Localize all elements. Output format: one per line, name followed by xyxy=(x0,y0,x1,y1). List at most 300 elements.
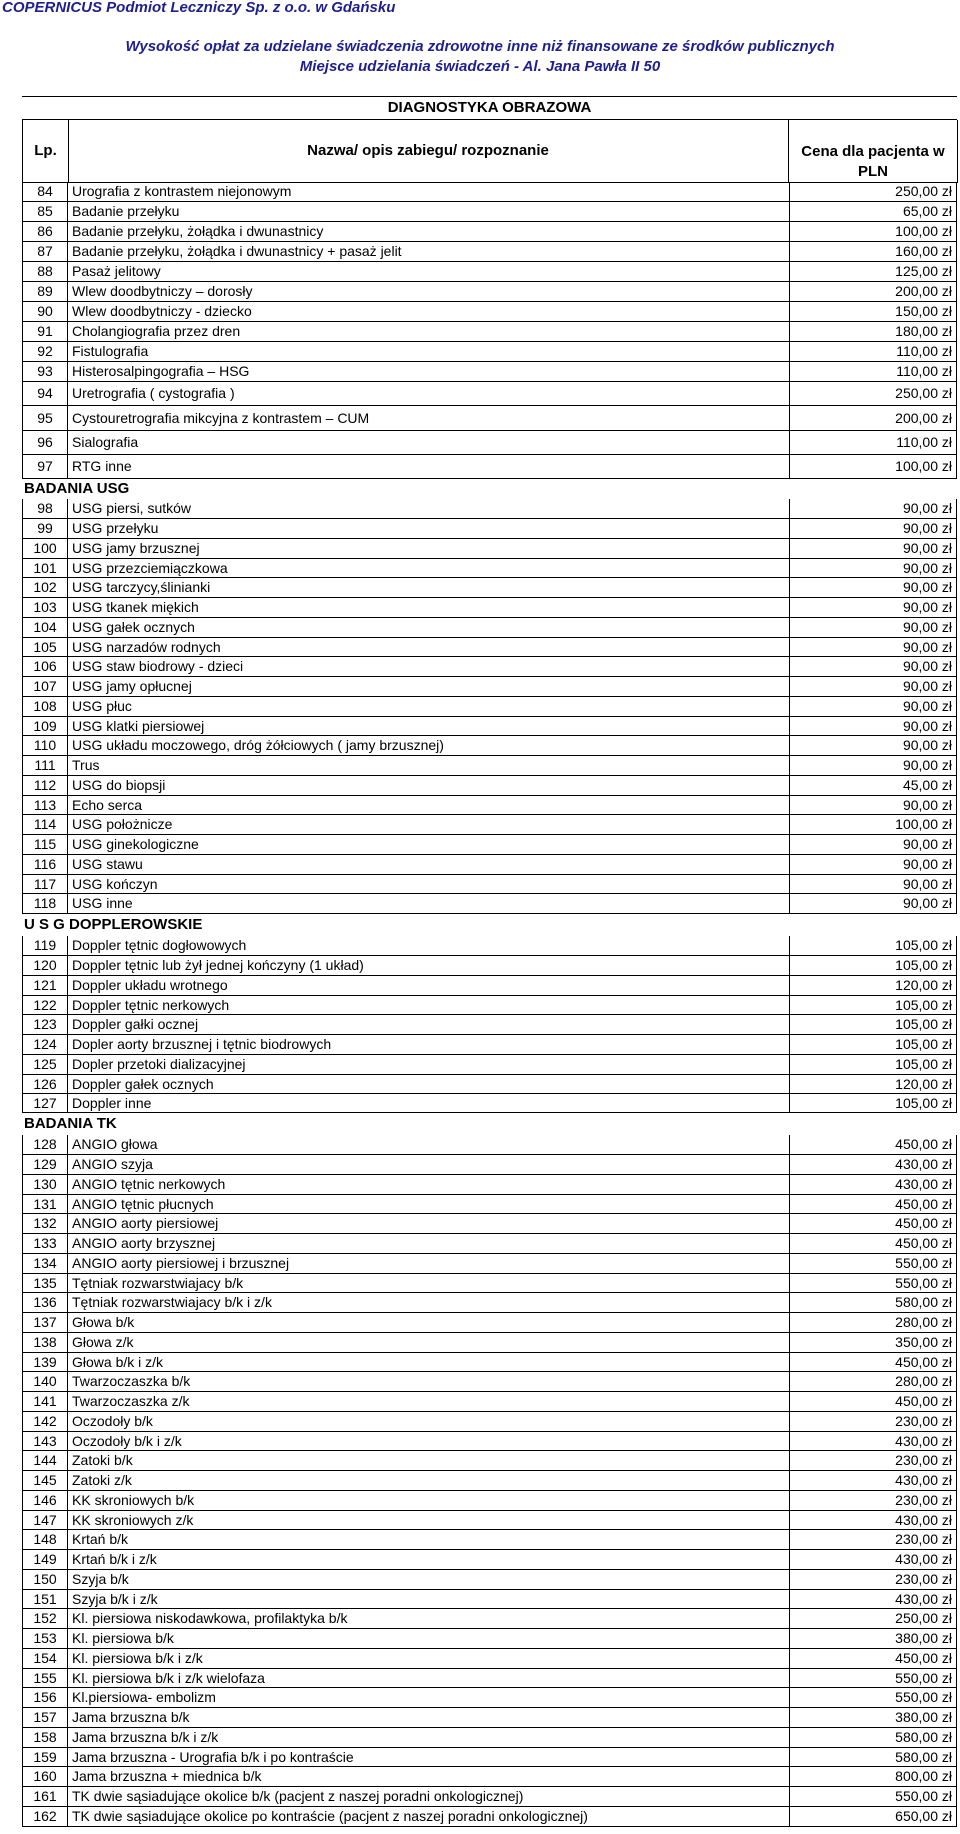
procedure-name: Jama brzuszna b/k i z/k xyxy=(68,1728,789,1748)
row-number: 114 xyxy=(22,815,68,835)
row-number: 159 xyxy=(22,1748,68,1767)
procedure-name: USG przezciemiączkowa xyxy=(68,559,789,578)
procedure-name: USG gałek ocznych xyxy=(68,618,789,638)
section-heading xyxy=(0,914,960,936)
price-value: 100,00 zł xyxy=(789,222,957,242)
column-header-lp: Lp. xyxy=(22,120,69,183)
procedure-name: Wlew doodbytniczy - dziecko xyxy=(68,302,789,322)
price-value: 450,00 zł xyxy=(789,1135,957,1155)
procedure-name: USG kończyn xyxy=(68,875,789,894)
price-value: 550,00 zł xyxy=(789,1274,957,1293)
procedure-name: ANGIO aorty piersiowej i brzusznej xyxy=(68,1254,789,1274)
price-value: 380,00 zł xyxy=(789,1629,957,1649)
table-row xyxy=(0,1015,960,1035)
procedure-name: Krtań b/k xyxy=(68,1530,789,1550)
price-value: 230,00 zł xyxy=(789,1491,957,1511)
table-row xyxy=(0,499,960,519)
document-subtitle: Wysokość opłat za udzielane świadczenia zdrowotne inne niż finansowane ze środków publicznych xyxy=(125,38,835,55)
row-number: 90 xyxy=(22,302,68,322)
procedure-name: ANGIO aorty brzysznej xyxy=(68,1234,789,1254)
table-row xyxy=(0,598,960,618)
procedure-name: Dopler aorty brzusznej i tętnic biodrowych xyxy=(68,1035,789,1055)
section-title: DIAGNOSTYKA OBRAZOWA xyxy=(22,96,957,120)
procedure-name: Sialografia xyxy=(68,431,789,455)
procedure-name: RTG inne xyxy=(68,455,789,479)
price-table xyxy=(0,182,960,1827)
section-heading-label: BADANIA USG xyxy=(24,480,130,497)
row-number: 127 xyxy=(22,1094,68,1113)
table-row xyxy=(0,1392,960,1412)
price-value: 105,00 zł xyxy=(789,956,957,976)
row-number: 112 xyxy=(22,776,68,796)
table-row xyxy=(0,1451,960,1471)
table-row xyxy=(0,1035,960,1055)
section-heading xyxy=(0,479,960,499)
row-number: 149 xyxy=(22,1550,68,1570)
procedure-name: Tętniak rozwarstwiajacy b/k xyxy=(68,1274,789,1293)
price-value: 450,00 zł xyxy=(789,1234,957,1254)
table-row xyxy=(0,1708,960,1728)
procedure-name: Twarzoczaszka z/k xyxy=(68,1392,789,1412)
price-value: 380,00 zł xyxy=(789,1708,957,1728)
price-value: 280,00 zł xyxy=(789,1313,957,1333)
procedure-name: Doppler tętnic nerkowych xyxy=(68,996,789,1015)
price-value: 550,00 zł xyxy=(789,1669,957,1688)
table-row xyxy=(0,736,960,756)
table-row xyxy=(0,1432,960,1451)
price-value: 100,00 zł xyxy=(789,455,957,479)
price-value: 45,00 zł xyxy=(789,776,957,796)
table-row xyxy=(0,1372,960,1392)
procedure-name: Doppler tętnic lub żył jednej kończyny (1 układ) xyxy=(68,956,789,976)
row-number: 86 xyxy=(22,222,68,242)
procedure-name: Echo serca xyxy=(68,796,789,815)
table-row xyxy=(0,1195,960,1214)
procedure-name: Zatoki b/k xyxy=(68,1451,789,1471)
procedure-name: USG narzadów rodnych xyxy=(68,638,789,657)
row-number: 108 xyxy=(22,697,68,717)
procedure-name: ANGIO głowa xyxy=(68,1135,789,1155)
table-row xyxy=(0,638,960,657)
procedure-name: Zatoki z/k xyxy=(68,1471,789,1491)
procedure-name: Dopler przetoki dializacyjnej xyxy=(68,1055,789,1075)
procedure-name: Doppler gałki ocznej xyxy=(68,1015,789,1035)
row-number: 116 xyxy=(22,855,68,875)
price-value: 650,00 zł xyxy=(789,1807,957,1827)
table-row xyxy=(0,815,960,835)
column-header-name: Nazwa/ opis zabiegu/ rozpoznanie xyxy=(68,120,789,183)
price-value: 120,00 zł xyxy=(789,1075,957,1094)
row-number: 154 xyxy=(22,1649,68,1669)
procedure-name: USG tkanek miękich xyxy=(68,598,789,618)
column-header-price-line1: Cena dla pacjenta w xyxy=(801,143,945,160)
table-row xyxy=(0,262,960,282)
price-value: 350,00 zł xyxy=(789,1333,957,1353)
price-value: 150,00 zł xyxy=(789,302,957,322)
company-name: COPERNICUS Podmiot Leczniczy Sp. z o.o. w Gdańsku xyxy=(2,0,396,16)
procedure-name: Doppler układu wrotnego xyxy=(68,976,789,996)
row-number: 119 xyxy=(22,936,68,956)
price-value: 105,00 zł xyxy=(789,1035,957,1055)
row-number: 106 xyxy=(22,657,68,677)
row-number: 124 xyxy=(22,1035,68,1055)
price-value: 580,00 zł xyxy=(789,1728,957,1748)
procedure-name: Uretrografia ( cystografia ) xyxy=(68,382,789,406)
row-number: 134 xyxy=(22,1254,68,1274)
table-row xyxy=(0,1590,960,1609)
procedure-name: Głowa z/k xyxy=(68,1333,789,1353)
table-row xyxy=(0,1412,960,1432)
row-number: 151 xyxy=(22,1590,68,1609)
price-value: 90,00 zł xyxy=(789,677,957,697)
procedure-name: USG stawu xyxy=(68,855,789,875)
section-heading-label: U S G DOPPLEROWSKIE xyxy=(24,916,203,933)
row-number: 133 xyxy=(22,1234,68,1254)
procedure-name: Kl.piersiowa- embolizm xyxy=(68,1688,789,1708)
price-value: 430,00 zł xyxy=(789,1471,957,1491)
price-value: 430,00 zł xyxy=(789,1550,957,1570)
price-value: 550,00 zł xyxy=(789,1787,957,1807)
row-number: 107 xyxy=(22,677,68,697)
table-row xyxy=(0,1728,960,1748)
price-value: 105,00 zł xyxy=(789,1094,957,1113)
table-row xyxy=(0,1155,960,1175)
table-row xyxy=(0,1175,960,1195)
row-number: 93 xyxy=(22,362,68,382)
price-value: 230,00 zł xyxy=(789,1412,957,1432)
procedure-name: Szyja b/k xyxy=(68,1570,789,1590)
procedure-name: ANGIO tętnic płucnych xyxy=(68,1195,789,1214)
procedure-name: Kl. piersiowa b/k xyxy=(68,1629,789,1649)
row-number: 126 xyxy=(22,1075,68,1094)
procedure-name: USG płuc xyxy=(68,697,789,717)
procedure-name: Wlew doodbytniczy – dorosły xyxy=(68,282,789,302)
procedure-name: Jama brzuszna - Urografia b/k i po kontraście xyxy=(68,1748,789,1767)
price-value: 430,00 zł xyxy=(789,1175,957,1195)
table-row xyxy=(0,1234,960,1254)
table-row xyxy=(0,202,960,222)
table-row xyxy=(0,1748,960,1767)
row-number: 141 xyxy=(22,1392,68,1412)
row-number: 109 xyxy=(22,717,68,736)
procedure-name: Szyja b/k i z/k xyxy=(68,1590,789,1609)
price-value: 90,00 zł xyxy=(789,559,957,578)
table-row xyxy=(0,1570,960,1590)
price-value: 430,00 zł xyxy=(789,1511,957,1530)
table-row xyxy=(0,382,960,406)
table-row xyxy=(0,519,960,539)
price-value: 110,00 zł xyxy=(789,342,957,362)
row-number: 140 xyxy=(22,1372,68,1392)
procedure-name: USG piersi, sutków xyxy=(68,499,789,519)
price-value: 550,00 zł xyxy=(789,1688,957,1708)
procedure-name: KK skroniowych z/k xyxy=(68,1511,789,1530)
row-number: 125 xyxy=(22,1055,68,1075)
price-value: 430,00 zł xyxy=(789,1590,957,1609)
procedure-name: ANGIO aorty piersiowej xyxy=(68,1214,789,1234)
row-number: 118 xyxy=(22,894,68,914)
row-number: 155 xyxy=(22,1669,68,1688)
price-value: 120,00 zł xyxy=(789,976,957,996)
row-number: 150 xyxy=(22,1570,68,1590)
price-value: 160,00 zł xyxy=(789,242,957,262)
table-row xyxy=(0,1609,960,1629)
table-row xyxy=(0,1807,960,1827)
table-row xyxy=(0,431,960,455)
table-row xyxy=(0,1214,960,1234)
table-row xyxy=(0,322,960,342)
row-number: 84 xyxy=(22,182,68,202)
procedure-name: Krtań b/k i z/k xyxy=(68,1550,789,1570)
row-number: 160 xyxy=(22,1767,68,1787)
row-number: 103 xyxy=(22,598,68,618)
procedure-name: Pasaż jelitowy xyxy=(68,262,789,282)
row-number: 120 xyxy=(22,956,68,976)
row-number: 89 xyxy=(22,282,68,302)
price-value: 580,00 zł xyxy=(789,1293,957,1313)
price-value: 250,00 zł xyxy=(789,1609,957,1629)
row-number: 147 xyxy=(22,1511,68,1530)
row-number: 142 xyxy=(22,1412,68,1432)
row-number: 110 xyxy=(22,736,68,756)
price-value: 430,00 zł xyxy=(789,1155,957,1175)
price-value: 800,00 zł xyxy=(789,1767,957,1787)
price-value: 230,00 zł xyxy=(789,1451,957,1471)
price-value: 90,00 zł xyxy=(789,697,957,717)
procedure-name: USG inne xyxy=(68,894,789,914)
procedure-name: TK dwie sąsiadujące okolice po kontraście (pacjent z naszej poradni onkologicznej) xyxy=(68,1807,789,1827)
row-number: 156 xyxy=(22,1688,68,1708)
table-row xyxy=(0,1075,960,1094)
procedure-name: ANGIO tętnic nerkowych xyxy=(68,1175,789,1195)
row-number: 88 xyxy=(22,262,68,282)
row-number: 129 xyxy=(22,1155,68,1175)
row-number: 145 xyxy=(22,1471,68,1491)
procedure-name: USG do biopsji xyxy=(68,776,789,796)
price-value: 450,00 zł xyxy=(789,1214,957,1234)
section-heading xyxy=(0,1113,960,1135)
row-number: 144 xyxy=(22,1451,68,1471)
procedure-name: TK dwie sąsiadujące okolice b/k (pacjent z naszej poradni onkologicznej) xyxy=(68,1787,789,1807)
table-row xyxy=(0,717,960,736)
table-row xyxy=(0,342,960,362)
row-number: 128 xyxy=(22,1135,68,1155)
row-number: 161 xyxy=(22,1787,68,1807)
price-value: 250,00 zł xyxy=(789,382,957,406)
table-row xyxy=(0,302,960,322)
price-value: 90,00 zł xyxy=(789,499,957,519)
price-value: 65,00 zł xyxy=(789,202,957,222)
table-row xyxy=(0,756,960,776)
table-row xyxy=(0,1353,960,1372)
price-value: 230,00 zł xyxy=(789,1530,957,1550)
price-value: 90,00 zł xyxy=(789,519,957,539)
row-number: 105 xyxy=(22,638,68,657)
price-value: 105,00 zł xyxy=(789,1015,957,1035)
row-number: 131 xyxy=(22,1195,68,1214)
row-number: 95 xyxy=(22,406,68,431)
price-value: 90,00 zł xyxy=(789,717,957,736)
row-number: 101 xyxy=(22,559,68,578)
price-value: 450,00 zł xyxy=(789,1392,957,1412)
row-number: 158 xyxy=(22,1728,68,1748)
table-row xyxy=(0,1313,960,1333)
price-value: 90,00 zł xyxy=(789,756,957,776)
table-row xyxy=(0,282,960,302)
price-value: 90,00 zł xyxy=(789,835,957,855)
price-value: 200,00 zł xyxy=(789,282,957,302)
price-value: 280,00 zł xyxy=(789,1372,957,1392)
table-row xyxy=(0,894,960,914)
table-row xyxy=(0,1254,960,1274)
table-row xyxy=(0,875,960,894)
table-row xyxy=(0,776,960,796)
procedure-name: Tętniak rozwarstwiajacy b/k i z/k xyxy=(68,1293,789,1313)
row-number: 117 xyxy=(22,875,68,894)
price-value: 90,00 zł xyxy=(789,638,957,657)
procedure-name: Histerosalpingografia – HSG xyxy=(68,362,789,382)
procedure-name: Badanie przełyku, żołądka i dwunastnicy xyxy=(68,222,789,242)
procedure-name: Cholangiografia przez dren xyxy=(68,322,789,342)
procedure-name: Głowa b/k i z/k xyxy=(68,1353,789,1372)
procedure-name: Doppler tętnic dogłowowych xyxy=(68,936,789,956)
table-row xyxy=(0,1787,960,1807)
procedure-name: Kl. piersiowa b/k i z/k wielofaza xyxy=(68,1669,789,1688)
procedure-name: Cystouretrografia mikcyjna z kontrastem – CUM xyxy=(68,406,789,431)
price-value: 90,00 zł xyxy=(789,796,957,815)
table-row xyxy=(0,1135,960,1155)
table-row xyxy=(0,936,960,956)
location-subtitle: Miejsce udzielania świadczeń - Al. Jana Pawła II 50 xyxy=(299,58,661,75)
procedure-name: KK skroniowych b/k xyxy=(68,1491,789,1511)
row-number: 130 xyxy=(22,1175,68,1195)
procedure-name: Doppler inne xyxy=(68,1094,789,1113)
table-row xyxy=(0,559,960,578)
price-value: 200,00 zł xyxy=(789,406,957,431)
table-row xyxy=(0,455,960,479)
table-row xyxy=(0,996,960,1015)
table-row xyxy=(0,1274,960,1293)
table-row xyxy=(0,182,960,202)
procedure-name: Oczodoły b/k i z/k xyxy=(68,1432,789,1451)
price-value: 90,00 zł xyxy=(789,657,957,677)
row-number: 115 xyxy=(22,835,68,855)
procedure-name: Kl. piersiowa niskodawkowa, profilaktyka b/k xyxy=(68,1609,789,1629)
row-number: 87 xyxy=(22,242,68,262)
price-value: 90,00 zł xyxy=(789,875,957,894)
table-row xyxy=(0,1491,960,1511)
price-value: 110,00 zł xyxy=(789,431,957,455)
price-value: 550,00 zł xyxy=(789,1254,957,1274)
row-number: 111 xyxy=(22,756,68,776)
procedure-name: USG ginekologiczne xyxy=(68,835,789,855)
row-number: 143 xyxy=(22,1432,68,1451)
row-number: 157 xyxy=(22,1708,68,1728)
price-value: 230,00 zł xyxy=(789,1570,957,1590)
table-row xyxy=(0,697,960,717)
procedure-name: USG przełyku xyxy=(68,519,789,539)
section-heading-label: BADANIA TK xyxy=(24,1115,117,1132)
row-number: 162 xyxy=(22,1807,68,1827)
price-value: 90,00 zł xyxy=(789,855,957,875)
price-value: 100,00 zł xyxy=(789,815,957,835)
price-value: 90,00 zł xyxy=(789,894,957,914)
procedure-name: Jama brzuszna + miednica b/k xyxy=(68,1767,789,1787)
row-number: 148 xyxy=(22,1530,68,1550)
row-number: 104 xyxy=(22,618,68,638)
procedure-name: Badanie przełyku, żołądka i dwunastnicy + pasaż jelit xyxy=(68,242,789,262)
table-row xyxy=(0,976,960,996)
price-value: 110,00 zł xyxy=(789,362,957,382)
procedure-name: Oczodoły b/k xyxy=(68,1412,789,1432)
procedure-name: USG staw biodrowy - dzieci xyxy=(68,657,789,677)
row-number: 137 xyxy=(22,1313,68,1333)
row-number: 121 xyxy=(22,976,68,996)
table-row xyxy=(0,677,960,697)
price-value: 450,00 zł xyxy=(789,1195,957,1214)
price-value: 90,00 zł xyxy=(789,578,957,598)
row-number: 152 xyxy=(22,1609,68,1629)
procedure-name: Urografia z kontrastem niejonowym xyxy=(68,182,789,202)
row-number: 139 xyxy=(22,1353,68,1372)
table-row xyxy=(0,1550,960,1570)
row-number: 100 xyxy=(22,539,68,559)
table-row xyxy=(0,222,960,242)
price-value: 90,00 zł xyxy=(789,618,957,638)
table-row xyxy=(0,578,960,598)
row-number: 146 xyxy=(22,1491,68,1511)
row-number: 92 xyxy=(22,342,68,362)
column-header-price xyxy=(789,120,958,183)
price-value: 250,00 zł xyxy=(789,182,957,202)
table-row xyxy=(0,406,960,431)
procedure-name: Kl. piersiowa b/k i z/k xyxy=(68,1649,789,1669)
row-number: 113 xyxy=(22,796,68,815)
price-value: 430,00 zł xyxy=(789,1432,957,1451)
table-row xyxy=(0,956,960,976)
row-number: 123 xyxy=(22,1015,68,1035)
price-value: 90,00 zł xyxy=(789,539,957,559)
table-row xyxy=(0,796,960,815)
row-number: 135 xyxy=(22,1274,68,1293)
row-number: 96 xyxy=(22,431,68,455)
price-value: 105,00 zł xyxy=(789,996,957,1015)
procedure-name: Głowa b/k xyxy=(68,1313,789,1333)
price-value: 125,00 zł xyxy=(789,262,957,282)
row-number: 153 xyxy=(22,1629,68,1649)
table-row xyxy=(0,1055,960,1075)
price-value: 105,00 zł xyxy=(789,936,957,956)
price-value: 180,00 zł xyxy=(789,322,957,342)
table-row xyxy=(0,362,960,382)
procedure-name: USG jamy brzusznej xyxy=(68,539,789,559)
table-row xyxy=(0,1649,960,1669)
column-header-price-line2: PLN xyxy=(858,163,888,180)
table-row xyxy=(0,618,960,638)
price-value: 90,00 zł xyxy=(789,598,957,618)
table-row xyxy=(0,1629,960,1649)
table-row xyxy=(0,1293,960,1313)
row-number: 85 xyxy=(22,202,68,222)
row-number: 138 xyxy=(22,1333,68,1353)
row-number: 132 xyxy=(22,1214,68,1234)
row-number: 99 xyxy=(22,519,68,539)
procedure-name: USG klatki piersiowej xyxy=(68,717,789,736)
table-row xyxy=(0,1471,960,1491)
table-row xyxy=(0,1767,960,1787)
price-value: 450,00 zł xyxy=(789,1649,957,1669)
row-number: 97 xyxy=(22,455,68,479)
